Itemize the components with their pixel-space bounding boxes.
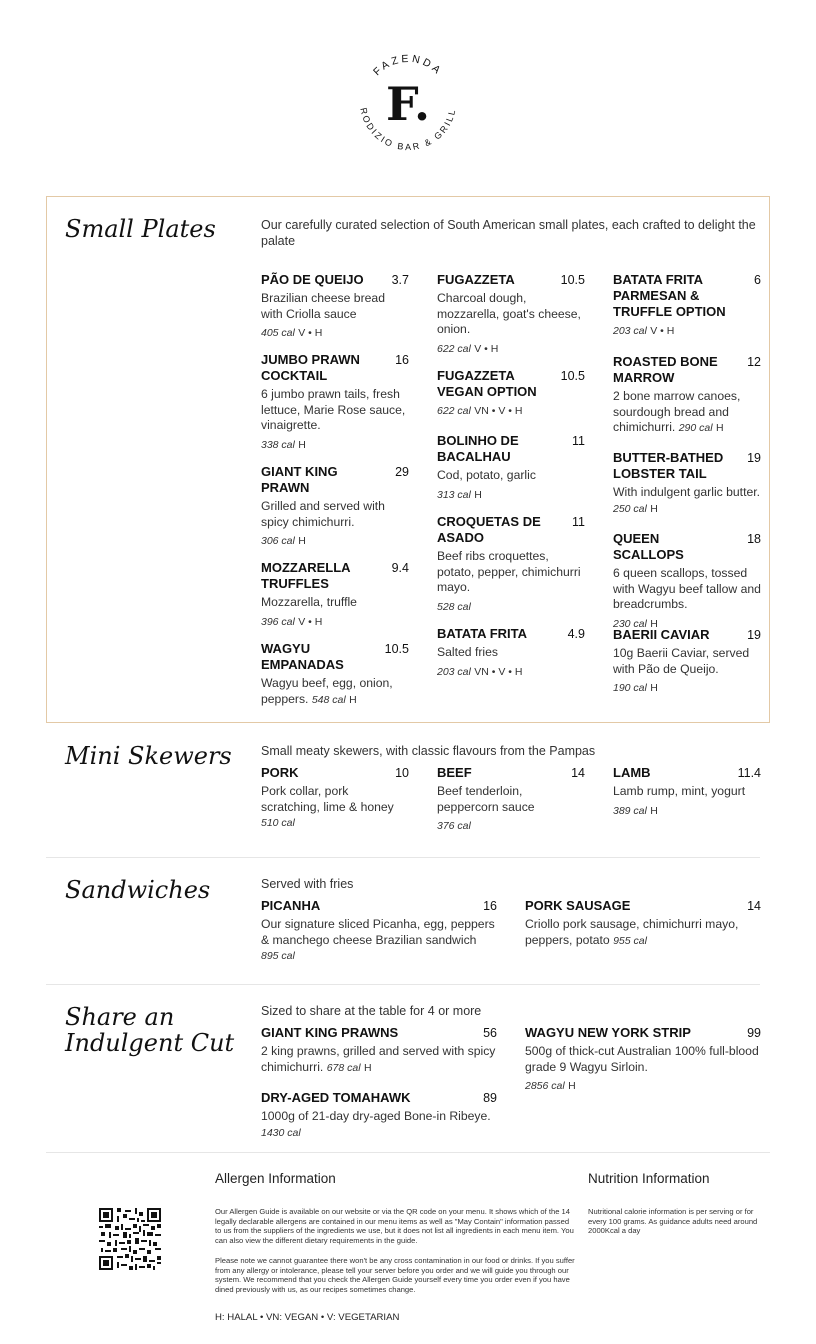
menu-item (261, 560, 409, 630)
section-title-mini-skewers: Mini Skewers (65, 742, 232, 770)
item-tags: H (650, 804, 658, 817)
item-price: 14 (571, 766, 585, 780)
item-price: 19 (747, 451, 761, 465)
item-tags: H (715, 422, 724, 434)
small-plates-intro: Our carefully curated selection of South American small plates, each crafted to delight the palate (261, 218, 756, 248)
item-name: MOZZARELLA TRUFFLES (261, 560, 351, 591)
item-desc: Beef tenderloin, peppercorn sauce (437, 784, 535, 814)
item-desc: Salted fries (437, 645, 498, 659)
section-title-line: Share an (65, 1003, 175, 1031)
item-calories: 250 cal (613, 502, 647, 515)
menu-item (261, 272, 409, 342)
item-name: WAGYU NEW YORK STRIP (525, 1025, 691, 1040)
item-price: 10.5 (384, 642, 409, 656)
item-tags: H (650, 502, 658, 515)
item-desc: 6 queen scallops, tossed with Wagyu beef tallow and breadcrumbs. (613, 566, 761, 611)
item-tags: H (363, 1061, 372, 1074)
item-price: 3.7 (391, 273, 409, 287)
item-price: 14 (747, 899, 761, 913)
menu-item (437, 626, 585, 680)
section-divider (46, 857, 760, 858)
item-calories: 230 cal (613, 617, 647, 630)
item-name: PICANHA (261, 898, 321, 913)
item-name: QUEEN SCALLOPS (613, 531, 684, 562)
item-tags: V • H (298, 327, 323, 339)
menu-item (261, 1025, 497, 1076)
item-price: 11 (572, 515, 585, 529)
item-calories: 306 cal (261, 535, 295, 547)
item-price: 10.5 (560, 273, 585, 287)
logo-letter: F. (385, 77, 431, 131)
item-price: 18 (747, 532, 761, 546)
item-name: GIANT KING PRAWNS (261, 1025, 399, 1040)
item-desc: 2 king prawns, grilled and served with spicy chimichurri. (261, 1044, 496, 1074)
item-price: 9.4 (391, 561, 409, 575)
item-price: 10 (395, 766, 409, 780)
item-calories: 2856 cal (525, 1080, 565, 1092)
sandwiches-intro: Served with fries (261, 877, 354, 891)
menu-item (613, 531, 761, 632)
item-price: 12 (747, 355, 761, 369)
item-desc: Cod, potato, garlic (437, 468, 536, 482)
item-name: BATATA FRITA PARMESAN & TRUFFLE OPTION (613, 272, 726, 319)
allergen-info-text: Our Allergen Guide is available on our website or via the QR code on your menu. It shows which of the 14 legally declarable allergens are contained in our menu items as well as "May Contain" information passed to us from the suppliers of the ingredients we use, but it does not list all ingredients in each menu item. You can also view the different dietary requirements in the guide. (215, 1207, 574, 1245)
qr-code-graphic (99, 1208, 161, 1270)
logo-emblem (350, 44, 466, 160)
section-title-sandwiches: Sandwiches (65, 876, 211, 904)
menu-item (437, 433, 585, 503)
item-desc: Lamb rump, mint, yogurt (613, 784, 746, 798)
item-desc: Charcoal dough, mozzarella, goat's cheese, onion. (437, 291, 581, 336)
item-tags: V • H (474, 342, 499, 355)
item-desc: 500g of thick-cut Australian 100% full-blood grade 9 Wagyu Sirloin. (525, 1044, 759, 1074)
menu-item (437, 514, 585, 615)
item-calories: 389 cal (613, 804, 647, 817)
menu-item (613, 272, 761, 340)
item-calories: 895 cal (261, 950, 295, 962)
item-price: 99 (747, 1026, 761, 1040)
item-tags: H (349, 693, 357, 706)
item-price: 29 (395, 465, 409, 479)
item-desc: Pork collar, pork scratching, lime & honey (261, 784, 394, 814)
menu-item (261, 464, 409, 550)
item-name: BEEF (437, 765, 472, 780)
item-calories: 622 cal (437, 342, 471, 355)
item-desc: Wagyu beef, egg, onion, peppers. (261, 676, 393, 706)
item-name: GIANT KING PRAWN (261, 464, 338, 495)
menu-item (613, 765, 761, 819)
item-desc: 1000g of 21-day dry-aged Bone-in Ribeye. (261, 1109, 491, 1123)
item-calories: 548 cal (311, 693, 346, 706)
item-desc: Brazilian cheese bread with Criolla sauce (261, 291, 385, 321)
item-calories: 313 cal (437, 488, 471, 501)
item-desc: 2 bone marrow canoes, sourdough bread and chimichurri. (613, 389, 741, 434)
item-calories: 528 cal (437, 600, 471, 613)
item-price: 11.4 (737, 766, 761, 780)
share-intro: Sized to share at the table for 4 or more (261, 1004, 482, 1018)
item-desc: Our signature sliced Picanha, egg, peppers & manchego cheese Brazilian sandwich (261, 917, 495, 947)
item-name: FUGAZZETA VEGAN OPTION (437, 368, 537, 399)
section-title-small-plates: Small Plates (65, 215, 216, 243)
section-divider (46, 1152, 770, 1153)
item-name: WAGYU EMPANADAS (261, 641, 344, 672)
item-price: 56 (483, 1026, 497, 1040)
item-desc: Grilled and served with spicy chimichurri. (261, 499, 385, 529)
item-tags: H (298, 535, 306, 547)
item-name: PORK (261, 765, 299, 780)
item-calories: 203 cal (437, 665, 471, 678)
menu-item (261, 352, 409, 453)
item-name: PÃO DE QUEIJO (261, 272, 364, 287)
item-calories: 510 cal (261, 817, 295, 829)
item-name: BOLINHO DE BACALHAU (437, 433, 519, 464)
menu-item (613, 450, 761, 517)
section-title-line: Indulgent Cut (65, 1029, 235, 1057)
menu-item (613, 354, 761, 437)
mini-skewers-intro: Small meaty skewers, with classic flavours from the Pampas (261, 744, 596, 758)
item-calories: 290 cal (678, 422, 713, 434)
nutrition-info-text: Nutritional calorie information is per serving or for every 100 grams. As guidance adults need around 2000Kcal a day (588, 1207, 758, 1236)
item-calories: 405 cal (261, 327, 295, 339)
item-name: DRY-AGED TOMAHAWK (261, 1090, 411, 1105)
item-name: BATATA FRITA (437, 626, 528, 641)
item-calories: 396 cal (261, 615, 295, 628)
section-divider (46, 984, 760, 985)
menu-item (437, 765, 585, 835)
section-title-share (65, 1004, 234, 1056)
item-price: 10.5 (560, 369, 585, 383)
item-calories: 376 cal (437, 820, 471, 832)
item-price: 6 (754, 273, 761, 287)
menu-item (437, 272, 585, 357)
dietary-legend: H: HALAL • VN: VEGAN • V: VEGETARIAN (215, 1312, 400, 1323)
qr-code-icon[interactable] (99, 1208, 161, 1270)
item-tags: VN • V • H (474, 665, 523, 678)
item-calories: 1430 cal (261, 1126, 301, 1139)
item-price: 89 (483, 1091, 497, 1105)
logo-bottom-text: RODIZIO BAR & GRILL (358, 106, 458, 153)
item-desc: 10g Baerii Caviar, served with Pão de Queijo. (613, 646, 750, 676)
item-calories: 955 cal (613, 934, 647, 947)
menu-item (613, 627, 761, 697)
item-calories: 338 cal (261, 438, 295, 451)
menu-item (261, 898, 497, 965)
item-name: PORK SAUSAGE (525, 898, 631, 913)
item-desc: Beef ribs croquettes, potato, pepper, chimichurri mayo. (437, 549, 581, 594)
allergen-disclaimer-text: Please note we cannot guarantee there won't be any cross contamination in our food or drinks. If you suffer from any allergy or intolerance, please tell your server before you order and we will guide you through our system. We recommend that you check the Allergen Guide yourself every time you order even if you have dined previously with us, as our recipes sometimes change. (215, 1256, 575, 1294)
nutrition-info-title: Nutrition Information (588, 1171, 710, 1186)
item-tags: H (298, 438, 306, 451)
item-price: 11 (572, 434, 585, 448)
restaurant-logo (350, 44, 466, 160)
item-tags: VN • V • H (474, 405, 523, 417)
item-name: ROASTED BONE MARROW (613, 354, 718, 385)
item-calories: 203 cal (613, 325, 647, 337)
menu-item (261, 1090, 497, 1141)
item-price: 16 (395, 353, 409, 367)
item-calories: 622 cal (437, 405, 471, 417)
menu-item (261, 641, 409, 708)
item-tags: H (650, 617, 658, 630)
allergen-info-title: Allergen Information (215, 1171, 336, 1186)
menu-item (437, 368, 585, 420)
item-price: 16 (483, 899, 497, 913)
item-name: LAMB (613, 765, 651, 780)
item-desc: With indulgent garlic butter. (613, 485, 761, 499)
item-name: BUTTER-BATHED LOBSTER TAIL (613, 450, 724, 481)
item-tags: V • H (298, 615, 323, 628)
item-desc: 6 jumbo prawn tails, fresh lettuce, Marie Rose sauce, vinaigrette. (261, 387, 406, 432)
logo-top-text: FAZENDA (371, 52, 445, 79)
menu-item (525, 1025, 761, 1095)
item-name: CROQUETAS DE ASADO (437, 514, 541, 545)
item-name: FUGAZZETA (437, 272, 515, 287)
item-desc: Criollo pork sausage, chimichurri mayo, peppers, potato (525, 917, 739, 947)
item-name: BAERII CAVIAR (613, 627, 710, 642)
item-calories: 190 cal (613, 682, 647, 694)
item-price: 4.9 (567, 627, 585, 641)
menu-item (261, 765, 409, 832)
item-tags: H (474, 488, 482, 501)
menu-item (525, 898, 761, 949)
item-desc: Mozzarella, truffle (261, 595, 357, 609)
item-calories: 678 cal (326, 1061, 361, 1074)
item-tags: H (568, 1080, 576, 1092)
item-name: JUMBO PRAWN COCKTAIL (261, 352, 360, 383)
item-tags: H (650, 682, 658, 694)
item-tags: V • H (650, 325, 675, 337)
item-price: 19 (747, 628, 761, 642)
